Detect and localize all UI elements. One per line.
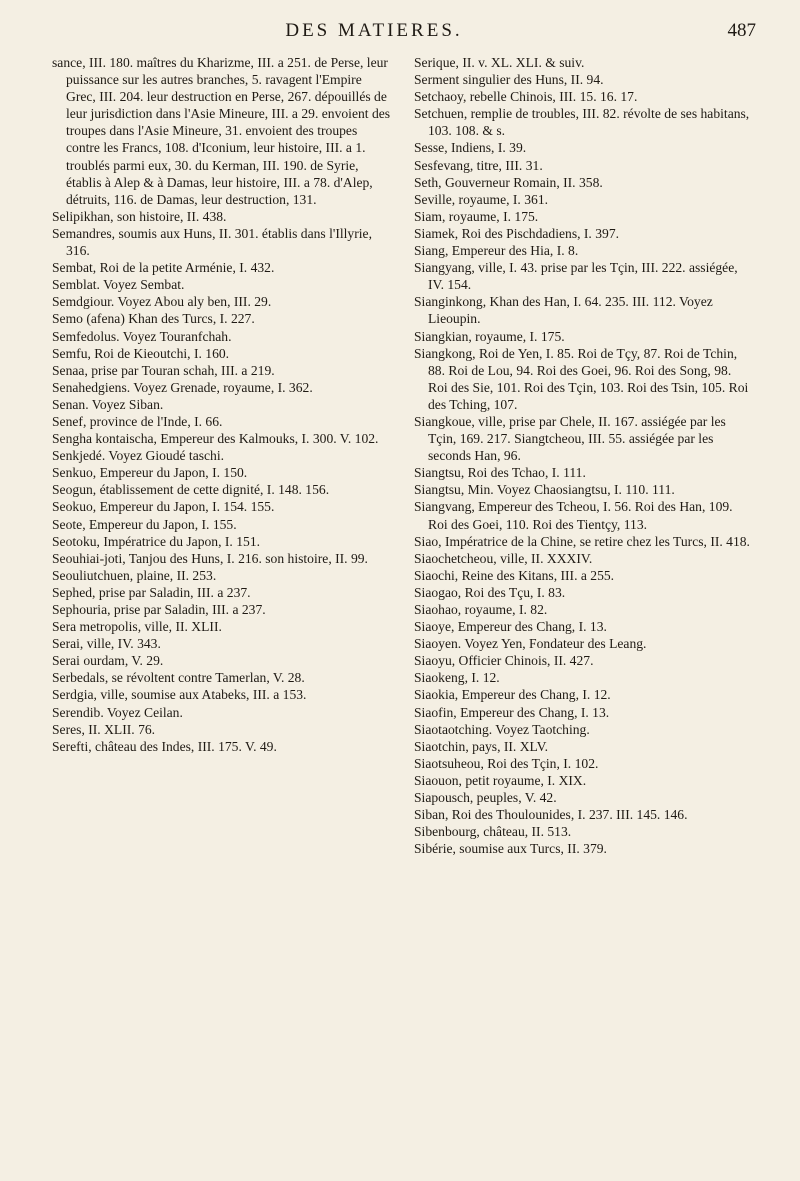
index-entry: Semdgiour. Voyez Abou aly ben, III. 29. — [52, 294, 272, 310]
index-entry: Selipikhan, son histoire, II. 438. — [52, 208, 227, 224]
index-entry: Siaotsuheou, Roi des Tçin, I. 102. — [414, 755, 599, 771]
index-entry: Senef, province de l'Inde, I. 66. — [52, 413, 223, 429]
index-entry: Siban, Roi des Thoulounides, I. 237. III. 145. 146. — [414, 807, 688, 823]
index-entry: Siaohao, royaume, I. 82. — [414, 602, 548, 617]
index-entry: Serai, ville, IV. 343. — [52, 636, 161, 652]
index-entry: Siaogao, Roi des Tçu, I. 83. — [414, 584, 566, 600]
index-entry: Siangkong, Roi de Yen, I. 85. Roi de Tçy, 87. Roi de Tchin, 88. Roi de Lou, 94. Roi des Goei, 96. Roi des Song, 98. Roi des Sie, 101. Roi des Tçin, 103. Roi des Tsin, 105. Roi des Tching, 107. — [414, 345, 749, 412]
index-entry: Siaofin, Empereur des Chang, I. 13. — [414, 704, 610, 720]
index-entry: Serendib. Voyez Ceilan. — [52, 704, 183, 720]
index-entry: Siao, Impératrice de la Chine, se retire chez les Turcs, II. 418. — [414, 533, 750, 549]
index-entry: Siangkoue, ville, prise par Chele, II. 167. assiégée par les Tçin, 169. 217. Siangtcheou, III. 55. assiégée par les seconds Han, 96. — [414, 413, 726, 464]
index-entry: Sesfevang, titre, III. 31. — [414, 157, 543, 173]
index-entry: Seville, royaume, I. 361. — [414, 191, 549, 207]
index-entry: Setchaoy, rebelle Chinois, III. 15. 16. 17. — [414, 89, 638, 105]
index-entry: Seres, II. XLII. 76. — [52, 721, 156, 737]
index-entry: Siam, royaume, I. 175. — [414, 208, 539, 224]
index-entry: Semandres, soumis aux Huns, II. 301. établis dans l'Illyrie, 316. — [52, 225, 372, 259]
index-entry: Siaochetcheou, ville, II. XXXIV. — [414, 550, 593, 566]
index-entry: Sengha kontaischa, Empereur des Kalmouks, I. 300. V. 102. — [52, 431, 379, 447]
index-entry: Siangtsu, Roi des Tchao, I. 111. — [414, 465, 586, 481]
index-entry: Seotoku, Impératrice du Japon, I. 151. — [52, 533, 261, 549]
index-entry: Siaokeng, I. 12. — [414, 670, 500, 686]
index-entry: Sephed, prise par Saladin, III. a 237. — [52, 584, 251, 600]
index-entry: Sera metropolis, ville, II. XLII. — [52, 619, 222, 635]
index-entry: Semfu, Roi de Kieoutchi, I. 160. — [52, 345, 230, 361]
index-entry: Senkjedé. Voyez Gioudé taschi. — [52, 448, 225, 464]
index-entry: Seth, Gouverneur Romain, II. 358. — [414, 174, 603, 190]
running-title: DES MATIERES. — [285, 20, 463, 41]
index-entry: sance, III. 180. maîtres du Kharizme, III. a 251. de Perse, leur puissance sur les autres branches, 5. ravagent l'Empire Grec, III. 204. leur destruction en Perse, 267. dépouillés de leur jurisdiction dans l'Asie Mineure, III. a 29. envoient des troupes dans l'Asie Mineure, 31. envoient des troupes contre les Francs, 108. d'Iconium, leur histoire, III. a 1. troublés parmi eux, 30. du Kerman, III. 190. de Syrie, établis à Alep & à Damas, leur histoire, III. a 78. d'Alep, détruits, 116. de Damas, leur destruction, 131. — [52, 55, 391, 207]
page-number: 487 — [727, 20, 756, 41]
index-entry: Siapousch, peuples, V. 42. — [414, 790, 557, 806]
index-entry: Siangvang, Empereur des Tcheou, I. 56. Roi des Han, 109. Roi des Goei, 110. Roi des Tientçy, 113. — [414, 499, 733, 532]
index-columns — [52, 54, 756, 857]
index-entry: Siaoye, Empereur des Chang, I. 13. — [414, 619, 607, 635]
index-entry: Senaa, prise par Touran schah, III. a 219. — [52, 362, 275, 378]
index-entry: Serefti, château des Indes, III. 175. V. 49. — [52, 738, 277, 754]
index-entry: Siamek, Roi des Pischdadiens, I. 397. — [414, 225, 620, 241]
index-entry: Semblat. Voyez Sembat. — [52, 277, 185, 293]
index-entry: Sesse, Indiens, I. 39. — [414, 140, 527, 156]
index-entry: Sephouria, prise par Saladin, III. a 237. — [52, 602, 266, 617]
index-entry: Seogun, établissement de cette dignité, I. 148. 156. — [52, 482, 330, 498]
index-entry: Siaoyu, Officier Chinois, II. 427. — [414, 653, 594, 669]
index-entry: Seote, Empereur du Japon, I. 155. — [52, 516, 237, 532]
index-entry: Senahedgiens. Voyez Grenade, royaume, I. 362. — [52, 379, 313, 395]
index-entry: Siang, Empereur des Hia, I. 8. — [414, 243, 579, 259]
index-entry: Siaokia, Empereur des Chang, I. 12. — [414, 687, 611, 703]
index-entry: Serbedals, se révoltent contre Tamerlan, V. 28. — [52, 670, 305, 686]
index-entry: Siaochi, Reine des Kitans, III. a 255. — [414, 567, 615, 583]
index-entry: Siangkian, royaume, I. 175. — [414, 328, 565, 344]
index-entry: Seokuo, Empereur du Japon, I. 154. 155. — [52, 499, 275, 515]
index-entry: Semfedolus. Voyez Touranfchah. — [52, 328, 232, 344]
right-column — [414, 54, 754, 857]
index-entry: Sibenbourg, château, II. 513. — [414, 824, 572, 840]
index-entry: Serai ourdam, V. 29. — [52, 653, 164, 669]
index-entry: Serique, II. v. XL. XLI. & suiv. — [414, 55, 585, 70]
index-entry: Sibérie, soumise aux Turcs, II. 379. — [414, 841, 607, 857]
left-column — [52, 54, 392, 857]
index-entry: Siangyang, ville, I. 43. prise par les Tçin, III. 222. assiégée, IV. 154. — [414, 260, 738, 293]
index-entry: Siaoyen. Voyez Yen, Fondateur des Leang. — [414, 636, 647, 652]
index-entry: Serdgia, ville, soumise aux Atabeks, III. a 153. — [52, 687, 307, 703]
index-entry: Sembat, Roi de la petite Arménie, I. 432. — [52, 260, 275, 276]
index-entry: Senan. Voyez Siban. — [52, 396, 164, 412]
index-entry: Serment singulier des Huns, II. 94. — [414, 72, 604, 88]
index-entry: Senkuo, Empereur du Japon, I. 150. — [52, 465, 248, 481]
page-header — [52, 20, 756, 54]
index-entry: Setchuen, remplie de troubles, III. 82. révolte de ses habitans, 103. 108. & s. — [414, 106, 750, 139]
index-entry: Siaotaotching. Voyez Taotching. — [414, 721, 590, 737]
index-entry: Seouliutchuen, plaine, II. 253. — [52, 567, 217, 583]
index-entry: Siangtsu, Min. Voyez Chaosiangtsu, I. 110. 111. — [414, 482, 675, 498]
index-entry: Siaotchin, pays, II. XLV. — [414, 738, 549, 754]
index-entry: Semo (afena) Khan des Turcs, I. 227. — [52, 311, 255, 327]
index-entry: Siaouon, petit royaume, I. XIX. — [414, 772, 587, 788]
index-entry: Seouhiai-joti, Tanjou des Huns, I. 216. son histoire, II. 99. — [52, 550, 368, 566]
index-entry: Sianginkong, Khan des Han, I. 64. 235. III. 112. Voyez Lieoupin. — [414, 294, 713, 327]
